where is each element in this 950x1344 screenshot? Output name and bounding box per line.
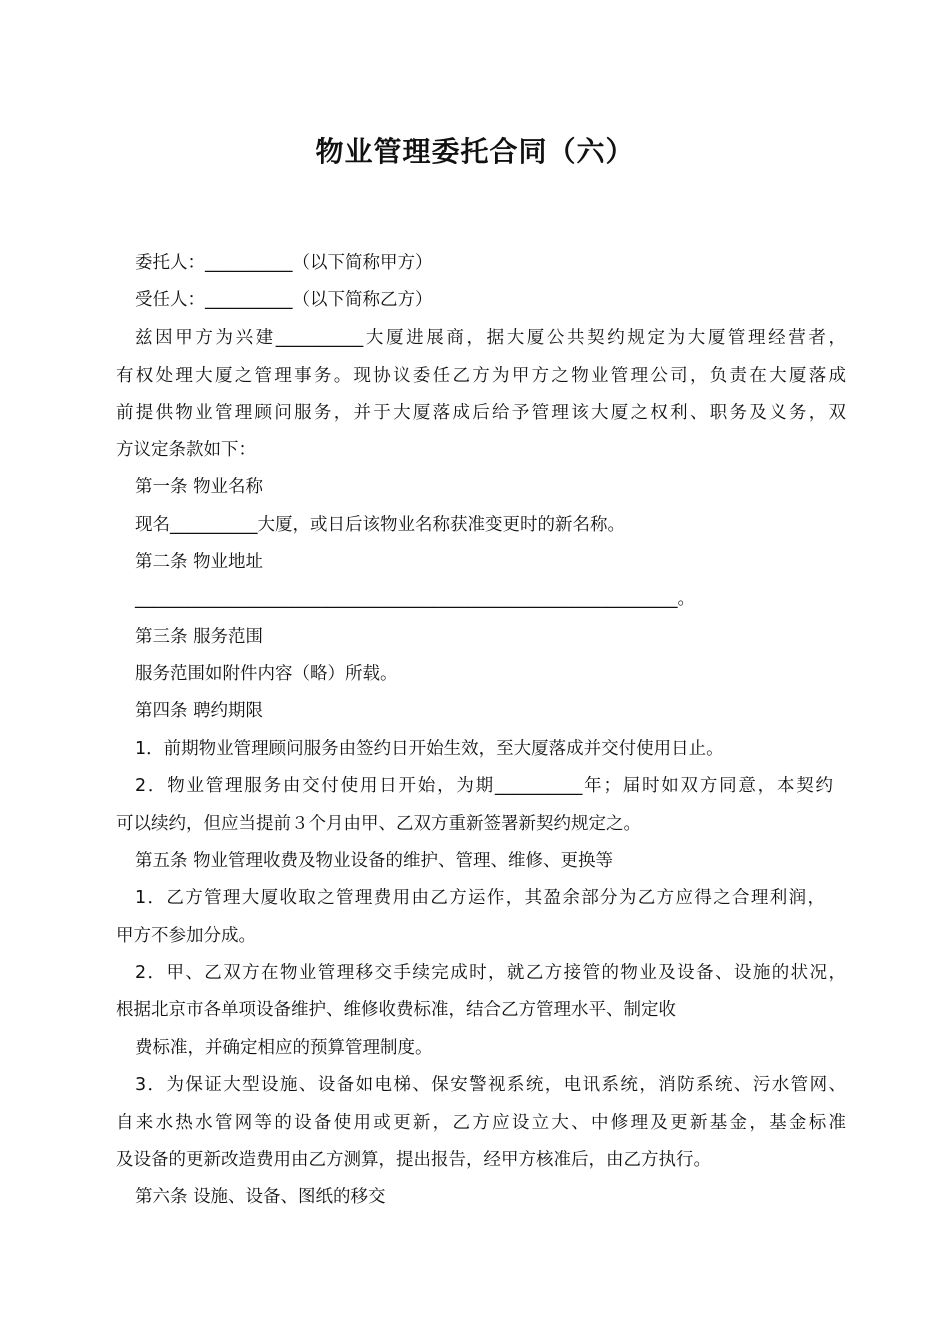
principal-line: 委托人：__________（以下简称甲方） xyxy=(135,253,433,273)
document-title: 物业管理委托合同（六） xyxy=(315,135,635,168)
article-5-item-2-line-3: 费标准，并确定相应的预算管理制度。 xyxy=(135,1038,433,1058)
article-1-text: 现名__________大厦，或日后该物业名称获准变更时的新名称。 xyxy=(135,515,625,535)
article-3-text: 服务范围如附件内容（略）所载。 xyxy=(135,664,398,684)
article-2-address-blank: ______________________________________________________________。 xyxy=(135,589,695,609)
article-4-item-1: 1．前期物业管理顾问服务由签约日开始生效，至大厦落成并交付使用日止。 xyxy=(135,739,724,759)
article-4-heading: 第四条 聘约期限 xyxy=(135,701,264,721)
article-6-heading: 第六条 设施、设备、图纸的移交 xyxy=(135,1187,386,1207)
article-2-heading: 第二条 物业地址 xyxy=(135,552,264,572)
agent-line: 受任人：__________（以下简称乙方） xyxy=(135,290,433,310)
article-5-item-3-line-1: 3．为保证大型设施、设备如电梯、保安警视系统，电讯系统，消防系统、污水管网、 xyxy=(135,1075,846,1095)
article-3-heading: 第三条 服务范围 xyxy=(135,627,264,647)
preamble-line-2: 有权处理大厦之管理事务。现协议委任乙方为甲方之物业管理公司，负责在大厦落成 xyxy=(116,366,846,386)
article-5-item-3-line-3: 及设备的更新改造费用由乙方测算，提出报告，经甲方核准后，由乙方执行。 xyxy=(116,1150,711,1170)
article-5-item-2-line-1: 2．甲、乙双方在物业管理移交手续完成时，就乙方接管的物业及设备、设施的状况， xyxy=(135,963,846,983)
article-1-heading: 第一条 物业名称 xyxy=(135,477,264,497)
article-5-item-1-line-1: 1．乙方管理大厦收取之管理费用由乙方运作，其盈余部分为乙方应得之合理利润， xyxy=(135,888,825,908)
preamble-line-1: 兹因甲方为兴建__________大厦进展商，据大厦公共契约规定为大厦管理经营者， xyxy=(135,328,846,348)
article-4-item-2-line-1: 2．物业管理服务由交付使用日开始，为期__________年；届时如双方同意，本契约 xyxy=(135,776,833,796)
article-5-heading: 第五条 物业管理收费及物业设备的维护、管理、维修、更换等 xyxy=(135,851,614,871)
preamble-line-3: 前提供物业管理顾问服务，并于大厦落成后给予管理该大厦之权利、职务及义务，双 xyxy=(116,403,846,423)
article-4-item-2-line-2: 可以续约，但应当提前３个月由甲、乙双方重新签署新契约规定之。 xyxy=(116,814,641,834)
article-5-item-3-line-2: 自来水热水管网等的设备使用或更新，乙方应设立大、中修理及更新基金，基金标准 xyxy=(116,1113,846,1133)
preamble-line-4: 方议定条款如下： xyxy=(116,440,256,460)
article-5-item-1-line-2: 甲方不参加分成。 xyxy=(116,926,256,946)
article-5-item-2-line-2: 根据北京市各单项设备维护、维修收费标准，结合乙方管理水平、制定收 xyxy=(116,1000,676,1020)
